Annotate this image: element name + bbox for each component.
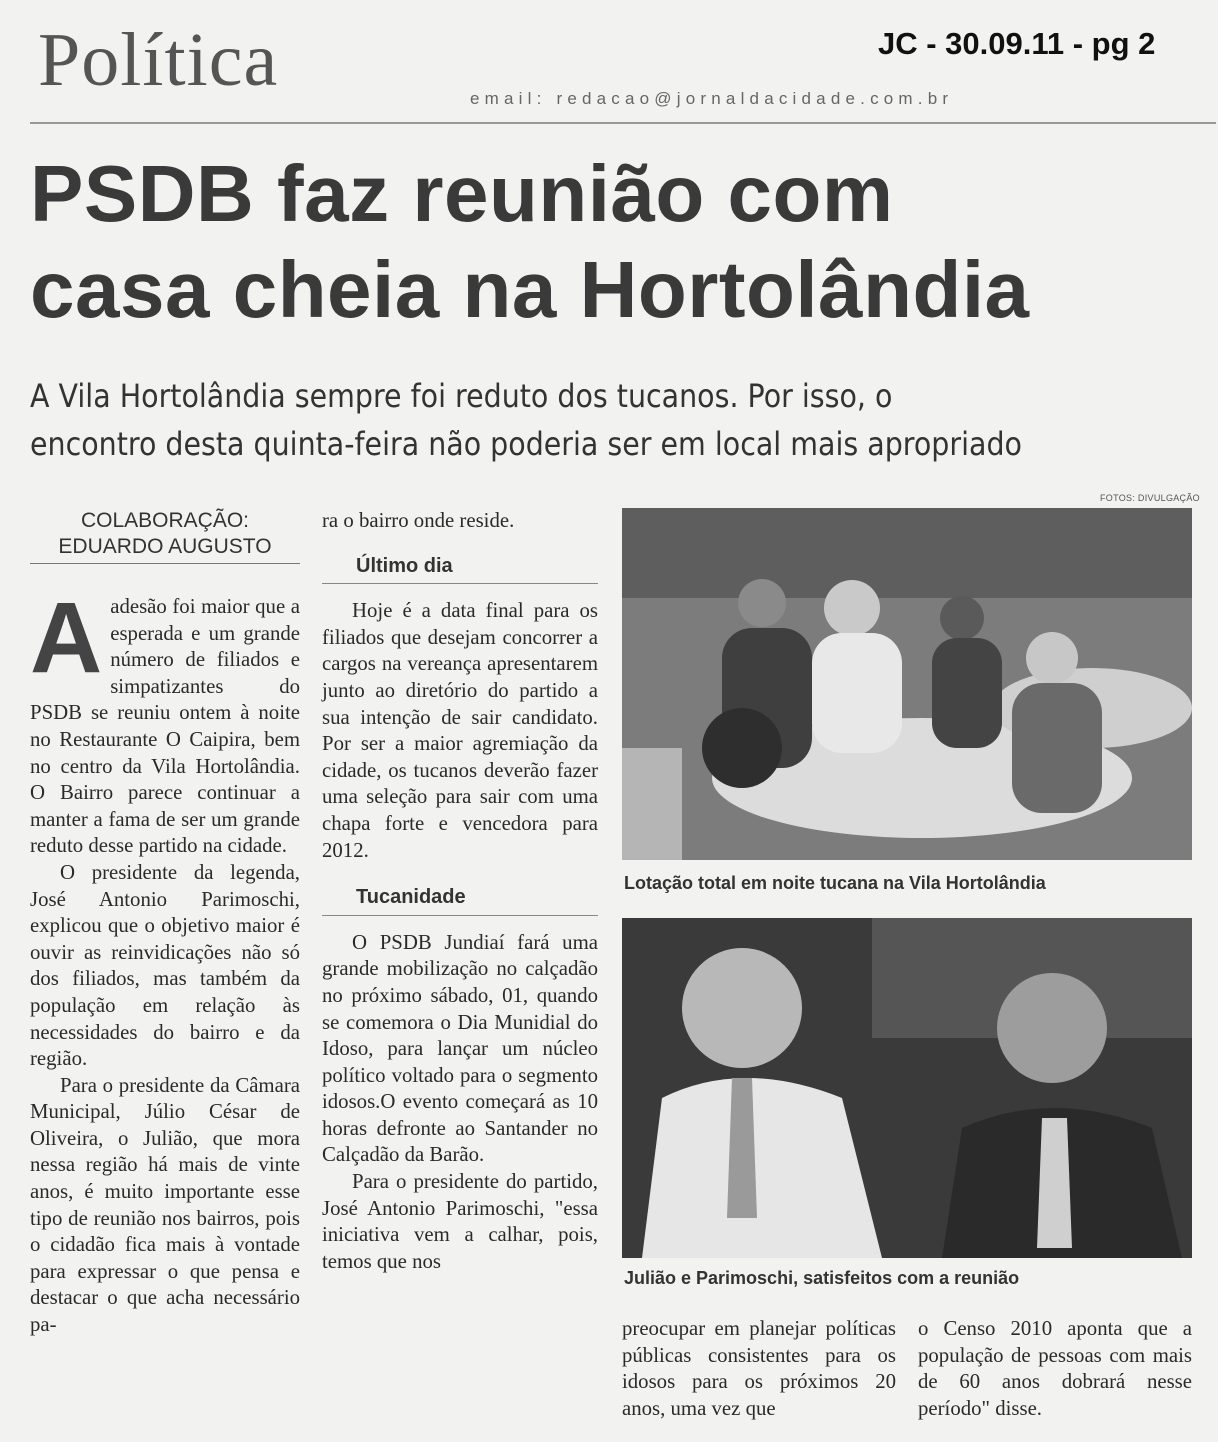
photo-credit: FOTOS: DIVULGAÇÃO xyxy=(1100,493,1200,503)
paragraph: Para o presidente da Câmara Municipal, Júlio César de Oliveira, o Julião, que mora nessa região há mais de vinte anos, é muito importante esse tipo de reunião nos bairros, pois o cidadão fica mais à vontade para expressar o que pensa e destacar o que acha necessário pa- xyxy=(30,1073,300,1337)
drop-cap: A xyxy=(30,582,103,694)
column-2 xyxy=(322,508,598,1275)
byline-label: COLABORAÇÃO: xyxy=(80,509,250,532)
lead-paragraph xyxy=(30,582,300,860)
paragraph: preocupar em planejar políticas públicas consistentes para os idosos para os próximos 20 anos, uma vez que xyxy=(622,1317,896,1420)
photo-meeting-crowd xyxy=(622,508,1192,860)
photo-meeting-crowd-illustration xyxy=(622,508,1192,860)
paragraph: O PSDB Jundiaí fará uma grande mobilização no calçadão no próximo sábado, 01, quando se comemora o Dia Munidial do Idoso, para lançar um núcleo político voltado para o segmento idosos.O evento começará as 10 horas defronte ao Santander no Calçadão da Barão. xyxy=(322,930,598,1167)
byline-divider xyxy=(30,563,300,564)
section-title: Política xyxy=(38,18,279,102)
header-divider xyxy=(30,122,1216,124)
photo-caption-1: Lotação total em noite tucana na Vila Hortolândia xyxy=(624,873,1046,893)
paragraph: Para o presidente do partido, José Antonio Parimoschi, "essa iniciativa vem a calhar, pois, temos que nos xyxy=(322,1170,598,1273)
headline-line-1: PSDB faz reunião com xyxy=(30,149,894,238)
paragraph: Hoje é a data final para os filiados que desejam concorrer a cargos na vereança apresentarem junto ao diretório do partido a sua intenção de sair candidato. Por ser a maior agremiação da cidade, os tucanos deverão fazer uma seleção para sair com uma chapa forte e vencedora para 2012. xyxy=(322,599,598,862)
photo-juliao-parimoschi xyxy=(622,918,1192,1258)
subhead xyxy=(30,372,1080,468)
paragraph: O presidente da legenda, José Antonio Parimoschi, explicou que o objetivo maior é ouvir as reinvidicações não só dos filiados, mas também da população em relação às necessidades do bairro e da região. xyxy=(30,860,300,1071)
paragraph: ra o bairro onde reside. xyxy=(322,509,515,532)
byline xyxy=(30,508,300,560)
dateline: JC - 30.09.11 - pg 2 xyxy=(878,26,1156,61)
subhead-line-1: A Vila Hortolândia sempre foi reduto dos tucanos. Por isso, o xyxy=(30,377,893,415)
column-3 xyxy=(622,1316,896,1422)
column-1 xyxy=(30,582,300,1339)
byline-author: EDUARDO AUGUSTO xyxy=(58,535,272,558)
email-contact: email: redacao@jornaldacidade.com.br xyxy=(470,89,954,108)
subtitle-tucanidade: Tucanidade xyxy=(322,884,598,916)
headline-line-2: casa cheia na Hortolândia xyxy=(30,245,1030,334)
lead-paragraph-text: adesão foi maior que a esperada e um grande número de filiados e simpatizantes do PSDB se reuniu ontem à noite no Restaurante O Caipira, bem no centro da Vila Hortolândia. O Bairro parece continuar a manter a fama de ser um grande reduto desse partido na cidade. xyxy=(30,595,300,858)
paragraph: o Censo 2010 aponta que a população de pessoas com mais de 60 anos dobrará nesse período" disse. xyxy=(918,1317,1192,1420)
headline xyxy=(30,146,1210,338)
subhead-line-2: encontro desta quinta-feira não poderia ser em local mais apropriado xyxy=(30,425,1022,463)
column-4 xyxy=(918,1316,1192,1422)
photo-caption-2: Julião e Parimoschi, satisfeitos com a reunião xyxy=(624,1268,1020,1288)
subtitle-ultimo-dia: Último dia xyxy=(322,553,598,585)
photo-juliao-parimoschi-illustration xyxy=(622,918,1192,1258)
